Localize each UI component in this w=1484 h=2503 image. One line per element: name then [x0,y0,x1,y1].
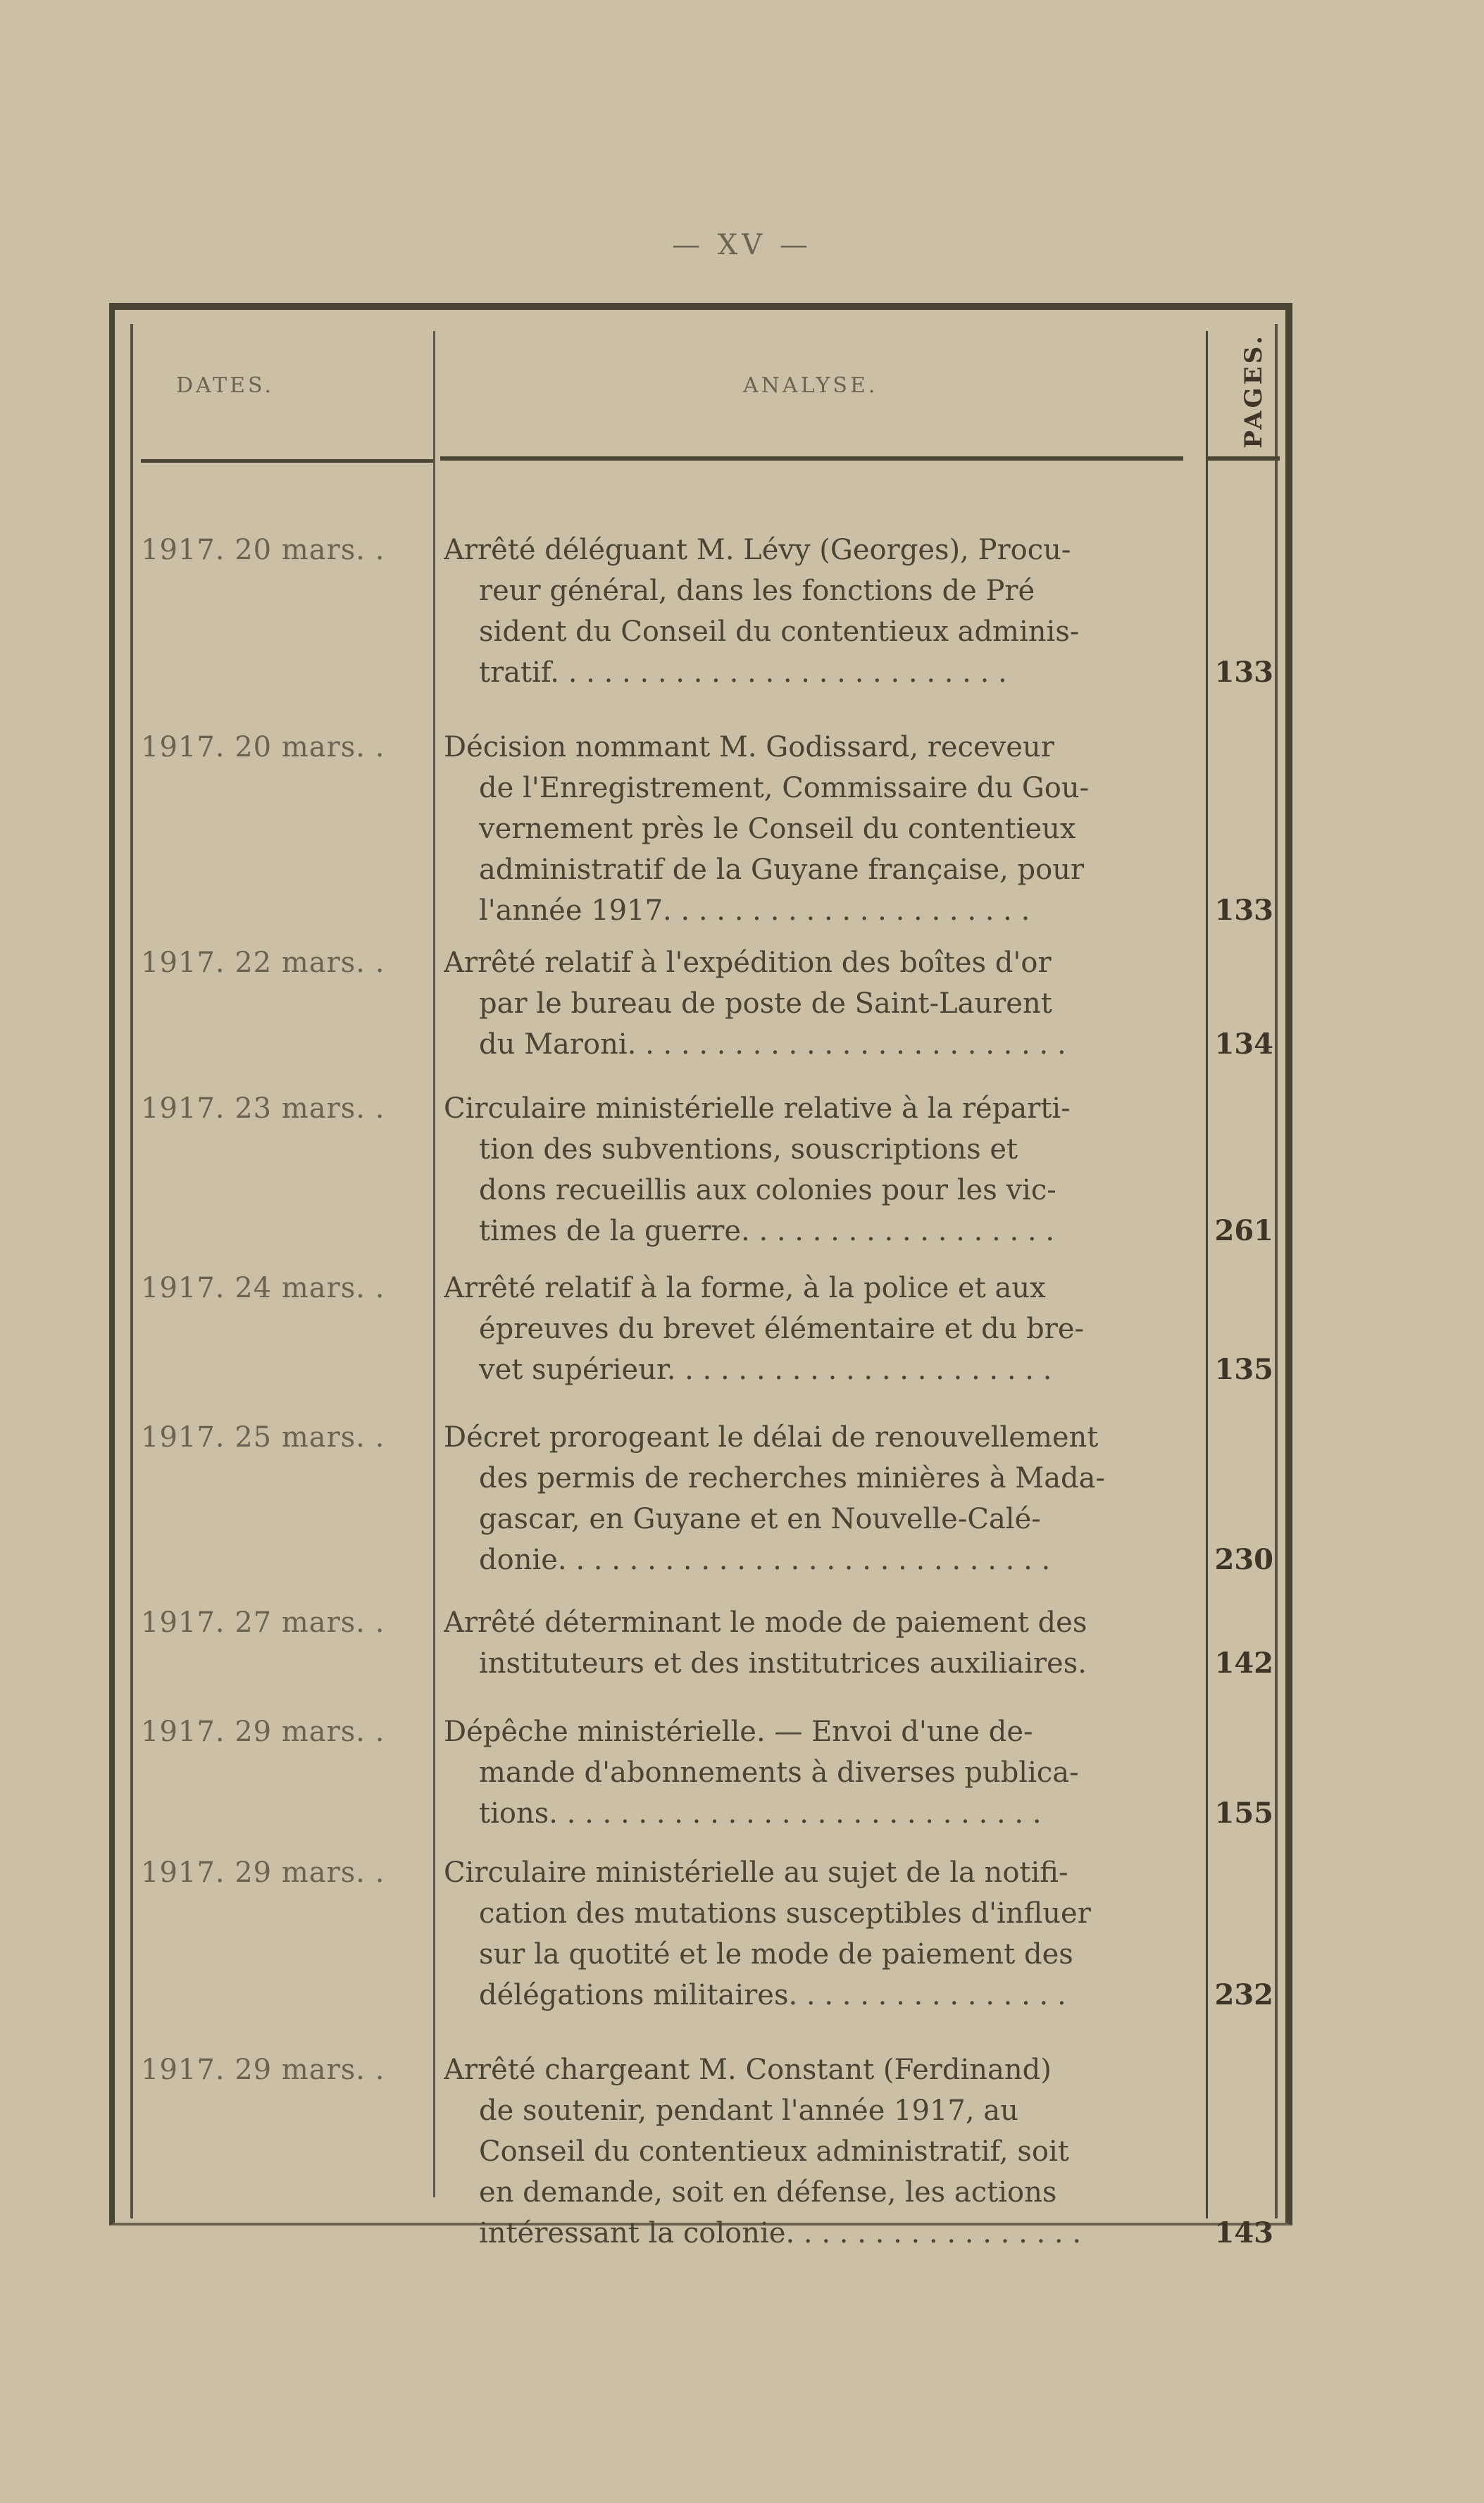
entry-analysis [444,1088,1190,1252]
entry-analysis-line: Arrêté chargeant M. Constant (Ferdinand) [444,2054,1052,2086]
entry-date: 1917. 20 mars. . [141,534,385,566]
entry-date: 1917. 29 mars. . [141,1856,385,1889]
entry-analysis-line: Arrêté relatif à la forme, à la police et aux [444,1272,1046,1304]
entry-analysis [444,727,1190,931]
entry-analysis-line: donie. . . . . . . . . . . . . . . . . . . . . . . . . . . . [479,1544,1051,1576]
entry-analysis-line: mande d'abonnements à diverses publica- [479,1756,1079,1789]
entry-date: 1917. 24 mars. . [141,1272,385,1304]
header-rule-dates [141,459,433,463]
entry-analysis-line: vet supérieur. . . . . . . . . . . . . . . . . . . . . . [479,1354,1052,1386]
entry-date: 1917. 29 mars. . [141,1716,385,1748]
entry-analysis [444,942,1190,1065]
header-pages: PAGES. [1240,333,1268,449]
entry-analysis-line: vernement près le Conseil du contentieux [479,813,1076,845]
entry-date: 1917. 22 mars. . [141,947,385,979]
entry-analysis-line: gascar, en Guyane et en Nouvelle-Calé- [479,1503,1041,1535]
table-header [137,324,1271,465]
entry-analysis [444,1852,1190,2016]
entry-page: 142 [1214,1647,1273,1680]
entry-analysis-line: administratif de la Guyane française, pour [479,854,1085,886]
entry-analysis-line: de soutenir, pendant l'année 1917, au [479,2095,1018,2127]
entry-analysis [444,1268,1190,1390]
entry-analysis-line: Arrêté relatif à l'expédition des boîtes d'or [444,947,1052,979]
entry-date: 1917. 25 mars. . [141,1421,385,1454]
entry-analysis-line: Circulaire ministérielle relative à la réparti- [444,1092,1071,1125]
entry-analysis-line: du Maroni. . . . . . . . . . . . . . . . . . . . . . . . . [479,1028,1066,1061]
entry-analysis-line: de l'Enregistrement, Commissaire du Gou- [479,772,1090,804]
entry-analysis-line: Arrêté déléguant M. Lévy (Georges), Procu- [444,534,1071,566]
entry-page: 134 [1214,1028,1273,1061]
entry-analysis-line: reur général, dans les fonctions de Pré [479,575,1035,607]
entry-analysis-line: épreuves du brevet élémentaire et du bre- [479,1313,1085,1345]
entry-date: 1917. 29 mars. . [141,2054,385,2086]
inner-border-left [130,324,133,2218]
entry-analysis [444,2049,1190,2254]
entry-analysis-line: intéressant la colonie. . . . . . . . . . . . . . . . . [479,2217,1082,2249]
entry-page: 232 [1214,1978,1273,2011]
entry-page: 135 [1214,1353,1273,1386]
entry-analysis-line: Dépêche ministérielle. — Envoi d'une de- [444,1716,1033,1748]
entry-analysis-line: dons recueillis aux colonies pour les vic- [479,1174,1056,1206]
entry-analysis-line: l'année 1917. . . . . . . . . . . . . . . . . . . . . [479,894,1030,927]
entry-page: 133 [1214,894,1273,927]
entry-date: 1917. 27 mars. . [141,1606,385,1639]
entry-analysis-line: tion des subventions, souscriptions et [479,1133,1018,1166]
entry-date: 1917. 20 mars. . [141,731,385,763]
entry-analysis [444,1417,1190,1580]
entry-analysis-line: tions. . . . . . . . . . . . . . . . . . . . . . . . . . . . [479,1797,1042,1830]
entry-analysis [444,1602,1190,1684]
entry-analysis-line: sident du Conseil du contentieux adminis- [479,616,1080,648]
entry-date: 1917. 23 mars. . [141,1092,385,1125]
entry-analysis-line: sur la quotité et le mode de paiement des [479,1938,1073,1971]
entry-page: 143 [1214,2216,1273,2249]
entry-analysis-line: des permis de recherches minières à Mada- [479,1462,1106,1494]
entry-analysis-line: cation des mutations susceptibles d'influer [479,1897,1091,1930]
entry-analysis [444,530,1190,693]
entry-page: 261 [1214,1214,1273,1247]
entry-page: 155 [1214,1797,1273,1830]
entry-analysis-line: en demande, soit en défense, les actions [479,2176,1057,2209]
entry-analysis-line: Décret prorogeant le délai de renouvellement [444,1421,1099,1454]
header-pages-cell [1233,333,1275,449]
inner-border-right [1275,324,1278,2218]
header-rule-analyse [440,456,1183,461]
header-dates: DATES. [176,373,275,398]
header-analyse: ANALYSE. [743,373,878,398]
entry-page: 133 [1214,656,1273,689]
entry-page: 230 [1214,1543,1273,1576]
entry-analysis [444,1711,1190,1834]
entry-analysis-line: délégations militaires. . . . . . . . . . . . . . . . [479,1979,1066,2011]
entry-analysis-line: par le bureau de poste de Saint-Laurent [479,987,1052,1020]
entry-analysis-line: Arrêté déterminant le mode de paiement des [444,1606,1087,1639]
entry-analysis-line: instituteurs et des institutrices auxiliaires. [479,1647,1087,1680]
entry-analysis-line: times de la guerre. . . . . . . . . . . . . . . . . . [479,1215,1055,1247]
pages-column-separator [1206,331,1208,2218]
page-number: — XV — [672,229,812,261]
entry-analysis-line: Conseil du contentieux administratif, soit [479,2135,1069,2168]
entry-analysis-line: tratif. . . . . . . . . . . . . . . . . . . . . . . . . . [479,656,1007,689]
header-rule-pages [1206,456,1280,461]
column-separator [433,331,435,2197]
entry-analysis-line: Circulaire ministérielle au sujet de la notifi- [444,1856,1068,1889]
entry-analysis-line: Décision nommant M. Godissard, receveur [444,731,1054,763]
